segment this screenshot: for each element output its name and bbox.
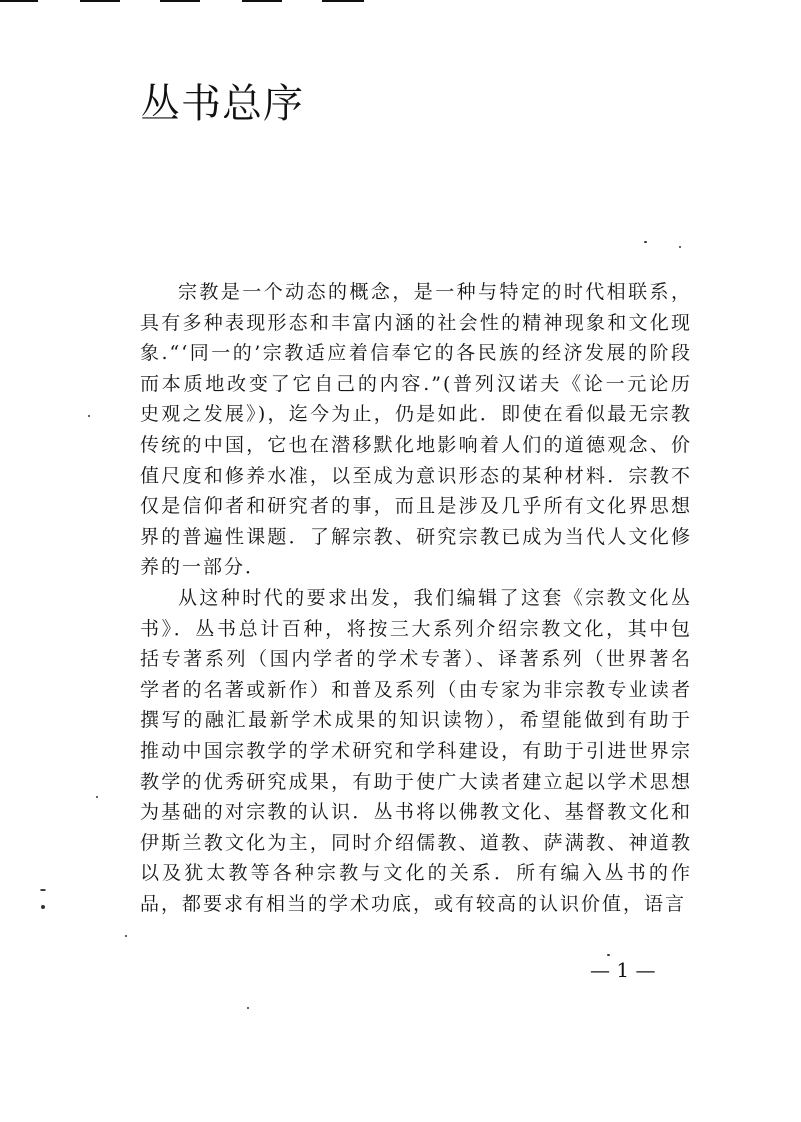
scan-speck <box>41 905 45 909</box>
scan-speck <box>88 415 90 417</box>
paragraph-2: 从这种时代的要求出发，我们编辑了这套《宗教文化丛书》．丛书总计百种，将按三大系列介绍宗教文化，其中包括专著系列（国内学者的学术专著）、译著系列（世界著名学者的名著或新作）和普及系列（由专家为非宗教专业读者撰写的融汇最新学术成果的知识读物），希望能做到有助于推动中国宗教学的学术研究和学科建设，有助于引进世界宗教学的优秀研究成果，有助于使广大读者建立起以学术思想为基础的对宗教的认识．丛书将以佛教文化、基督教文化和伊斯兰教文化为主，同时介绍儒教、道教、萨满教、神道教以及犹太教等各种宗教与文化的关系．所有编入丛书的作品，都要求有相当的学术功底，或有较高的认识价值，语言 <box>140 586 692 915</box>
page-number: — 1 — <box>590 958 656 982</box>
header-rule-5 <box>322 0 364 2</box>
page-title: 丛书总序 <box>140 81 304 127</box>
scan-speck <box>607 954 610 956</box>
header-rule-2 <box>80 0 120 2</box>
header-rule-4 <box>242 0 282 2</box>
scan-speck <box>679 246 681 248</box>
header-rule-3 <box>160 0 200 2</box>
scan-speck <box>125 935 127 937</box>
scan-speck <box>644 241 647 243</box>
header-rule-1 <box>0 0 38 2</box>
body-text <box>140 277 692 919</box>
paragraph-1: 宗教是一个动态的概念，是一种与特定的时代相联系，具有多种表现形态和丰富内涵的社会性的精神现象和文化现象.“‘同一的’宗教适应着信奉它的各民族的经济发展的阶段而本质地改变了它自己的内容.”(普列汉诺夫《论一元论历史观之发展》)，迄今为止，仍是如此．即使在看似最无宗教传统的中国，它也在潜移默化地影响着人们的道德观念、价值尺度和修养水准，以至成为意识形态的某种材料．宗教不仅是信仰者和研究者的事，而且是涉及几乎所有文化界思想界的普遍性课题．了解宗教、研究宗教已成为当代人文化修养的一部分． <box>140 281 692 579</box>
scan-speck <box>247 1007 249 1009</box>
scan-speck <box>96 796 98 798</box>
scan-speck <box>40 889 46 891</box>
